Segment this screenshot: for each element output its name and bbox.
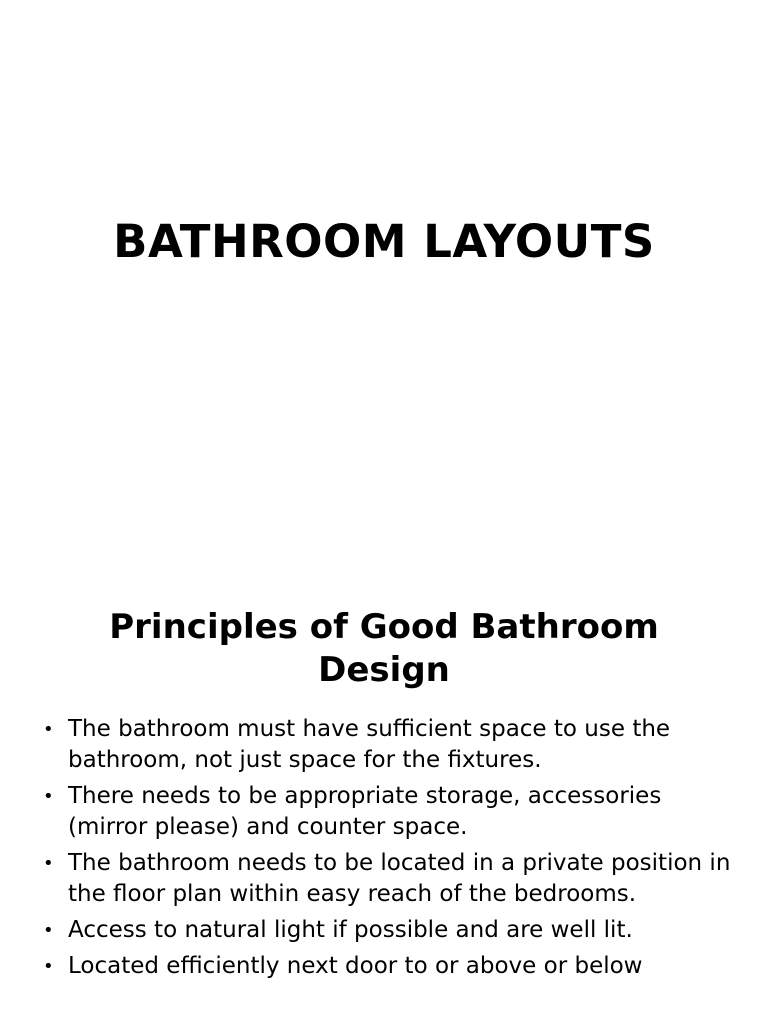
bullet-icon: • [43,956,54,977]
bullet-item [0,848,768,910]
slide-heading: Principles of Good Bathroom Design [109,607,659,690]
bullet-text: Located efficiently next door to or above or below [68,953,643,979]
bullet-item [0,714,768,776]
bullet-icon: • [43,786,54,807]
bullet-item [0,915,768,946]
bullet-item [0,781,768,843]
bullet-item [0,951,768,982]
bullet-text: The bathroom needs to be located in a private position in the floor plan within easy reach of the bedrooms. [68,850,731,907]
bullet-text: Access to natural light if possible and are well lit. [68,917,633,943]
bullet-icon: • [43,853,54,874]
content-slide [0,576,768,1024]
bullet-list [0,714,768,987]
bullet-icon: • [43,920,54,941]
bullet-text: The bathroom must have sufficient space to use the bathroom, not just space for the fixtures. [68,716,671,773]
bullet-text: There needs to be appropriate storage, accessories (mirror please) and counter space. [68,783,662,840]
slide-title: BATHROOM LAYOUTS [113,215,655,268]
bullet-icon: • [43,719,54,740]
